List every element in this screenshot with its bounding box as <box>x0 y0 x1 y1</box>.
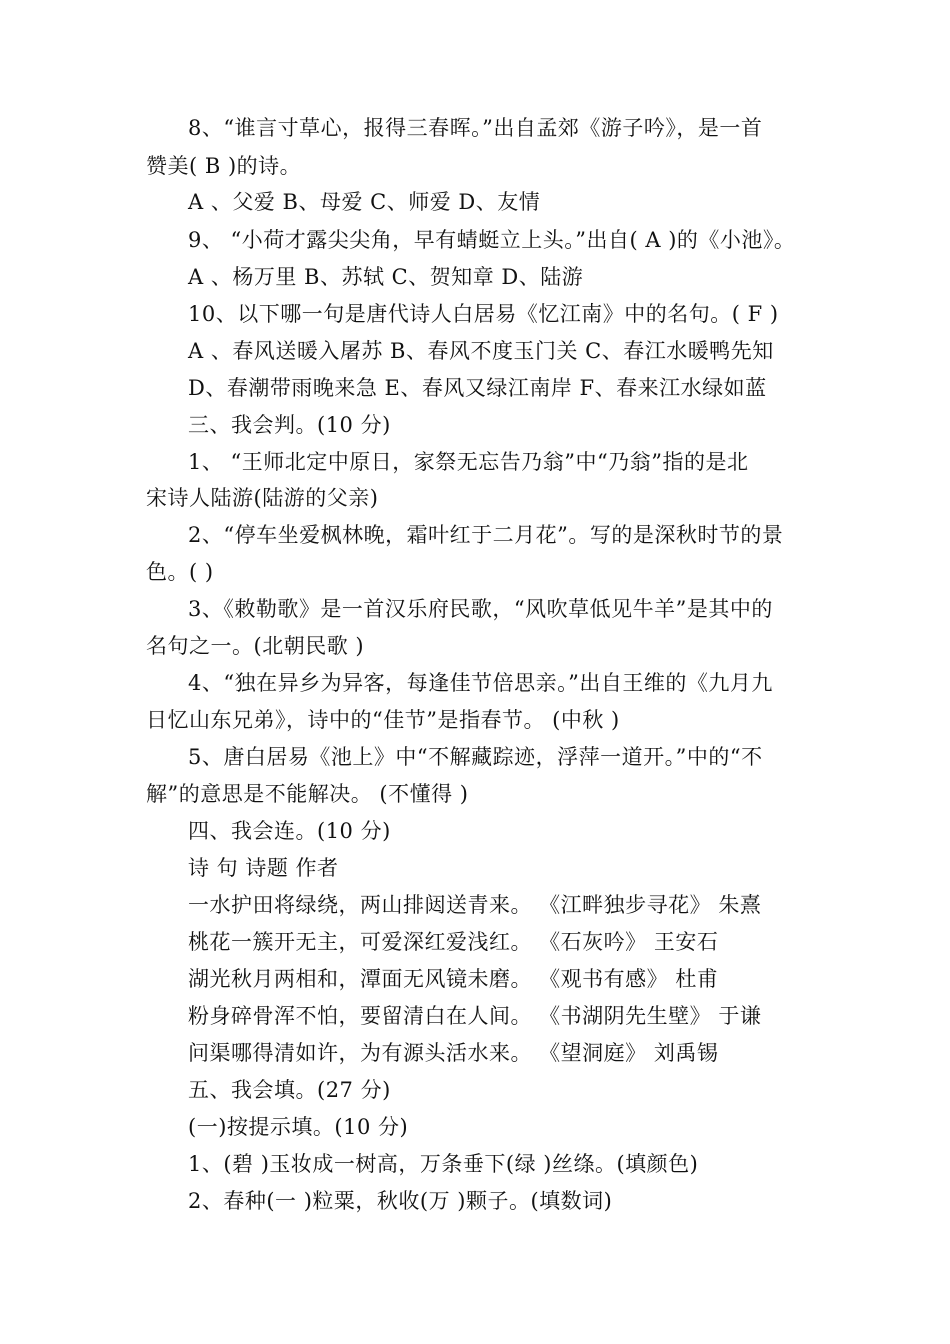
section-3-heading: 三、我会判。(10 分) <box>188 413 391 437</box>
judge-1-line-1: 1、 “王师北定中原日，家祭无忘告乃翁”中“乃翁”指的是北 <box>188 450 749 474</box>
section-5-heading: 五、我会填。(27 分) <box>188 1078 391 1102</box>
match-row-4: 粉身碎骨浑不怕，要留清白在人间。 《书湖阴先生壁》 于谦 <box>188 1004 762 1028</box>
question-9-options: A 、杨万里 B、苏轼 C、贺知章 D、陆游 <box>188 265 584 289</box>
question-8-options: A 、父爱 B、母爱 C、师爱 D、友情 <box>188 190 541 214</box>
judge-2-line-1: 2、“停车坐爱枫林晚，霜叶红于二月花”。写的是深秋时节的景 <box>188 523 784 547</box>
judge-3-line-1: 3、《敕勒歌》是一首汉乐府民歌，“风吹草低见牛羊”是其中的 <box>188 597 773 621</box>
match-row-3: 湖光秋月两相和，潭面无风镜未磨。 《观书有感》 杜甫 <box>188 967 719 991</box>
judge-1-line-2: 宋诗人陆游(陆游的父亲) <box>146 486 379 510</box>
question-9-line: 9、 “小荷才露尖尖角，早有蜻蜓立上头。”出自( A )的《小池》。 <box>188 228 796 252</box>
question-10-line: 10、以下哪一句是唐代诗人白居易《忆江南》中的名句。( F ) <box>188 302 779 326</box>
section-5-sub-heading: (一)按提示填。(10 分) <box>188 1115 409 1139</box>
fill-1-line: 1、(碧 )玉妆成一树高，万条垂下(绿 )丝绦。(填颜色) <box>188 1152 699 1176</box>
match-row-2: 桃花一簇开无主，可爱深红爱浅红。 《石灰吟》 王安石 <box>188 930 719 954</box>
judge-5-line-1: 5、唐白居易《池上》中“不解藏踪迹，浮萍一道开。”中的“不 <box>188 745 763 769</box>
judge-3-line-2: 名句之一。(北朝民歌 ) <box>146 634 365 658</box>
fill-2-line: 2、春种(一 )粒粟，秋收(万 )颗子。(填数词) <box>188 1189 613 1213</box>
question-8-line-1: 8、“谁言寸草心，报得三春晖。”出自孟郊《游子吟》，是一首 <box>188 116 763 140</box>
judge-5-line-2: 解”的意思是不能解决。 (不懂得 ) <box>146 782 469 806</box>
judge-4-line-1: 4、“独在异乡为异客，每逢佳节倍思亲。”出自王维的《九月九 <box>188 671 773 695</box>
section-4-heading: 四、我会连。(10 分) <box>188 819 391 843</box>
match-row-1: 一水护田将绿绕，两山排闼送青来。 《江畔独步寻花》 朱熹 <box>188 893 762 917</box>
judge-4-line-2: 日忆山东兄弟》，诗中的“佳节”是指春节。 (中秋 ) <box>146 708 620 732</box>
match-header: 诗 句 诗题 作者 <box>188 856 339 880</box>
question-8-line-2: 赞美( B )的诗。 <box>146 154 302 178</box>
question-10-options-2: D、春潮带雨晚来急 E、春风又绿江南岸 F、春来江水绿如蓝 <box>188 376 767 400</box>
question-10-options-1: A 、春风送暖入屠苏 B、春风不度玉门关 C、春江水暖鸭先知 <box>188 339 774 363</box>
judge-2-line-2: 色。( ) <box>146 560 214 584</box>
match-row-5: 问渠哪得清如许，为有源头活水来。 《望洞庭》 刘禹锡 <box>188 1041 719 1065</box>
